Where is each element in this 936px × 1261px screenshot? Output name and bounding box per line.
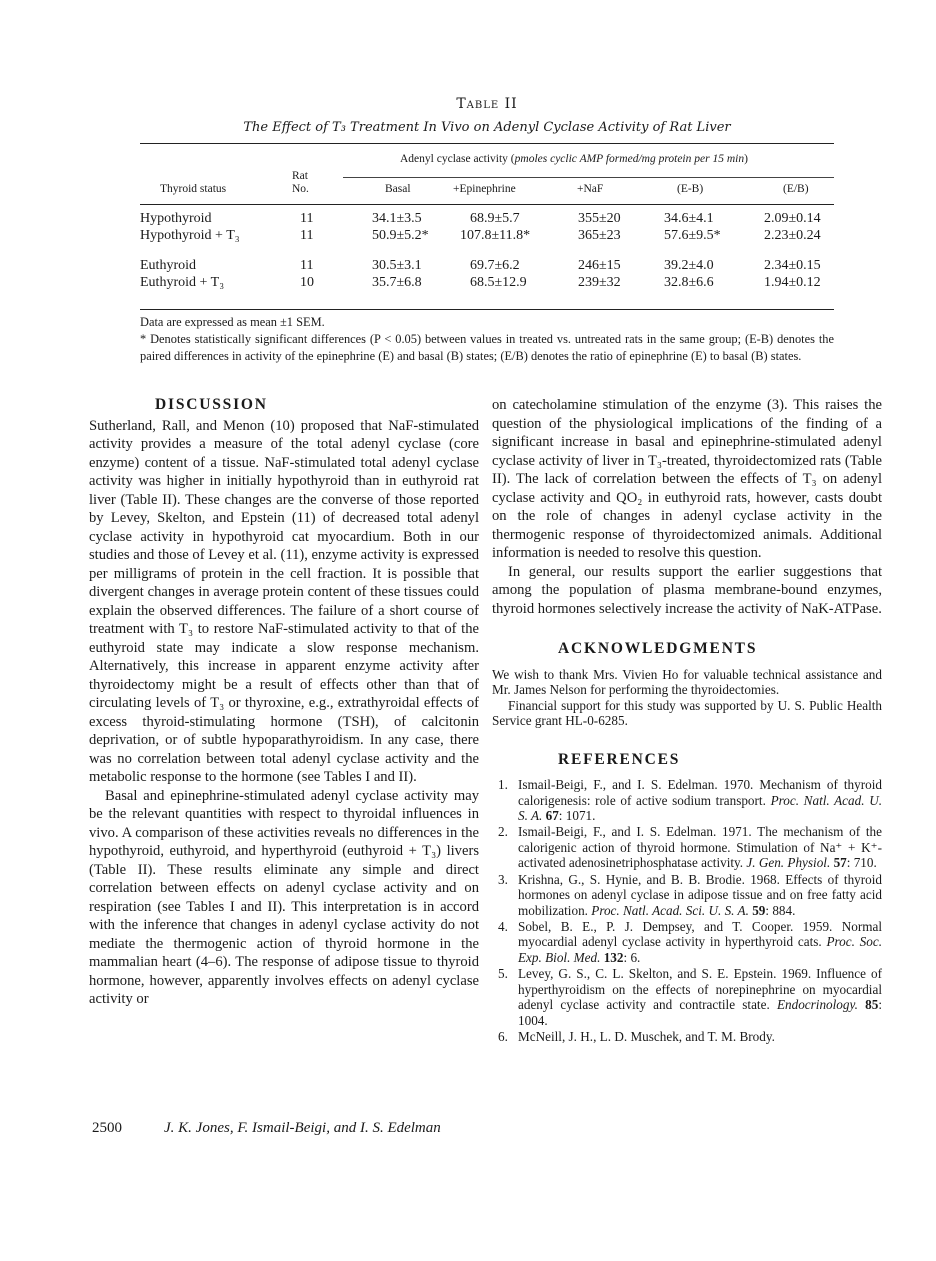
- reference-list: [492, 777, 882, 1045]
- reference-item: 3. Krishna, G., S. Hynie, and B. B. Brodie. 1968. Effects of thyroid hormones on adenyl cyclase in adipose tissue and on free fatty acid mobilization. Proc. Natl. Acad. Sci. U. S. A. 59: 884.: [498, 871, 882, 918]
- discussion-paragraph-1: Sutherland, Rall, and Menon (10) proposed that NaF-stimulated activity provides a measure of the total adenyl cyclase (core enzyme) content of a tissue. NaF-stimulated total adenyl cyclase activity was higher in initially hypothyroid than in euthyroid rat liver (Table II). These changes are the converse of those reported by Levey, Skelton, and Epstein (11) of decreased total adenyl cyclase activity in hypothyroid cat myocardium. Both in our studies and those of Levey et al. (11), enzyme activity is expressed per milligrams of protein in the cell fraction. It is possible that divergent changes in average protein content of these tissues could explain the observed differences. The failure of a short course of treatment with T₃ to restore NaF-stimulated activity to that of the euthyroid state may indicate a slow response mechanism. Alternatively, this increase in apparent enzyme activity after thyroidectomy might be a result of effects other than that of circulating levels of T₃ or thyroxine, e.g., extrathyroidal effects of excess thyroid-stimulating hormone (TSH), of calcitonin deprivation, or of subtle hypoparathyroidism. In any case, there was no correlation between total adenyl cyclase activity and the metabolic response to the hormone (see Tables I and II).: [89, 417, 479, 785]
- col-header-e-over-b: (E/B): [783, 183, 809, 195]
- discussion-paragraph-3: In general, our results support the earlier suggestions that among the population of plasma membrane-bound enzymes, thyroid hormones selectively increase the activity of NaK-ATPase.: [492, 563, 882, 617]
- acknowledgments-heading: ACKNOWLEDGMENTS: [558, 640, 758, 657]
- col-header-status: Thyroid status: [160, 183, 227, 195]
- col-header-rat-top: Rat: [292, 170, 308, 182]
- acknowledgments-paragraph-1: We wish to thank Mrs. Vivien Ho for valuable technical assistance and Mr. James Nelson for performing the thyroidectomies.: [492, 666, 882, 697]
- page-footer: [92, 1120, 441, 1137]
- table-row: Euthyroid 11 30.5±3.1 69.7±6.2 246±15 39.2±4.0 2.34±0.15: [140, 258, 821, 273]
- reference-item: 5. Levey, G. S., C. L. Skelton, and S. E. Epstein. 1969. Influence of hyperthyroidism on the effects of norepinephrine on myocardial adenyl cyclase activity and contractile state. Endocrinology. 85: 1004.: [498, 966, 882, 1028]
- spanning-header-units: pmoles cyclic AMP formed/mg protein per 15 min: [514, 153, 745, 165]
- col-header-epinephrine: +Epinephrine: [453, 183, 516, 195]
- spanning-header: Adenyl cyclase activity (pmoles cyclic AMP formed/mg protein per 15 min): [400, 153, 748, 165]
- table-title: Table II: [456, 96, 518, 112]
- table-top-rule: [140, 143, 834, 144]
- table-note-significance: * Denotes statistically significant differences (P < 0.05) between values in treated vs. untreated rats in the same group; (E-B) denotes the paired differences in activity of the epinephrine (E) and basal (B) states; (E/B) denotes the ratio of epinephrine (E) to basal (B) states.: [140, 332, 834, 363]
- table-note-sem: Data are expressed as mean ±1 SEM.: [140, 315, 325, 329]
- spanning-header-rule: [343, 177, 834, 178]
- table-row: Hypothyroid 11 34.1±3.5 68.9±5.7 355±20 34.6±4.1 2.09±0.14: [140, 211, 821, 226]
- discussion-paragraph-2-continued: on catecholamine stimulation of the enzyme (3). This raises the question of the physiological implications of the finding of a significant increase in basal and epinephrine-stimulated adenyl cyclase activity of liver in T₃-treated, thyroidectomized rats (Table II). The lack of correlation between the effects of T₃ on adenyl cyclase activity and QO₂ in euthyroid rats, however, casts doubt on the role of changes in adenyl cyclase activity in the thermogenic response of thyroidectomized animals. Additional information is needed to resolve this question.: [492, 397, 882, 561]
- table-bottom-rule: [140, 309, 834, 310]
- discussion-heading: DISCUSSION: [155, 396, 268, 413]
- table-header-rule: [140, 204, 834, 205]
- running-authors: J. K. Jones, F. Ismail-Beigi, and I. S. Edelman: [164, 1120, 441, 1136]
- left-column: [89, 396, 479, 1009]
- references-heading: REFERENCES: [558, 750, 681, 768]
- table-row: Euthyroid + T₃ 10 35.7±6.8 68.5±12.9 239±32 32.8±6.6 1.94±0.12: [140, 275, 821, 290]
- col-header-naf: +NaF: [577, 183, 604, 195]
- reference-item: 6. McNeill, J. H., L. D. Muschek, and T. M. Brody.: [498, 1029, 775, 1044]
- reference-item: 4. Sobel, B. E., P. J. Dempsey, and T. Cooper. 1959. Normal myocardial adenyl cyclase activity in hyperthyroid cats. Proc. Soc. Exp. Biol. Med. 132: 6.: [498, 918, 883, 966]
- col-header-basal: Basal: [385, 183, 411, 195]
- col-header-rat-bottom: No.: [292, 183, 309, 195]
- table-notes: [140, 314, 834, 365]
- col-header-e-minus-b: (E-B): [677, 183, 704, 195]
- discussion-paragraph-2: Basal and epinephrine-stimulated adenyl cyclase activity may be the relevant quantities with respect to thyroidal influences in vivo. A comparison of these activities reveals no differences in the hypothyroid, euthyroid, and hyperthyroid (euthyroid + T₃) livers (Table II). These results eliminate any simple and direct correlation between effects on adenyl cyclase activity and on respiration (see Tables I and II). This interpretation is in accord with the inference that changes in adenyl cyclase activity do not mediate the thermogenic action of thyroid hormone in the mammalian heart (4–6). The response of adipose tissue to thyroid hormone, however, apparently involves effects on adenyl cyclase activity or: [89, 787, 479, 1007]
- acknowledgments-paragraph-2: Financial support for this study was supported by U. S. Public Health Service grant HL-0-6285.: [492, 697, 882, 728]
- table-row: Hypothyroid + T₃ 11 50.9±5.2* 107.8±11.8* 365±23 57.6±9.5* 2.23±0.24: [140, 228, 821, 243]
- table-caption: The Effect of T₃ Treatment In Vivo on Adenyl Cyclase Activity of Rat Liver: [243, 120, 731, 135]
- page-number: 2500: [92, 1120, 122, 1136]
- reference-item: 2. Ismail-Beigi, F., and I. S. Edelman. 1971. The mechanism of the calorigenic action of thyroid hormone. Stimulation of Na⁺ + K⁺-activated adenosinetriphosphatase activity. J. Gen. Physiol. 57: 710.: [498, 824, 882, 871]
- right-column: [492, 396, 882, 1045]
- reference-item: 1. Ismail-Beigi, F., and I. S. Edelman. 1970. Mechanism of thyroid calorigenesis: role of active sodium transport. Proc. Natl. Acad. U. S. A. 67: 1071.: [498, 777, 883, 824]
